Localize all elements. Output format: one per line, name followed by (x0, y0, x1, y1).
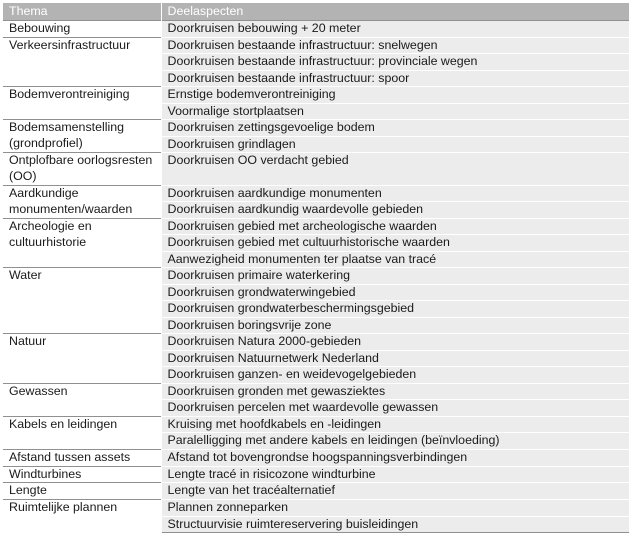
thema-cell: Lengte (3, 483, 161, 500)
thema-cell: Gewassen (3, 383, 161, 416)
table-row (3, 334, 629, 351)
deelaspect-cell: Doorkruisen gronden met gewasziektes (161, 383, 629, 400)
thema-cell: Afstand tussen assets (3, 449, 161, 466)
thema-cell: Ruimtelijke plannen (3, 500, 161, 533)
thema-cell: Ontplofbare oorlogsresten (OO) (3, 153, 161, 186)
deelaspect-cell: Afstand tot bovengrondse hoogspanningsverbindingen (161, 449, 629, 466)
deelaspect-cell: Doorkruisen ganzen- en weidevogelgebieden (161, 367, 629, 384)
deelaspect-cell: Doorkruisen grondwaterbeschermingsgebied (161, 301, 629, 318)
table-row (3, 483, 629, 500)
thema-cell: Bodemverontreiniging (3, 87, 161, 120)
thema-cell: Aardkundige monumenten/waarden (3, 185, 161, 218)
table-header-row (3, 3, 629, 21)
thema-cell: Archeologie en cultuurhistorie (3, 218, 161, 268)
deelaspect-cell: Doorkruisen aardkundig waardevolle gebieden (161, 202, 629, 219)
deelaspect-cell: Doorkruisen boringsvrije zone (161, 317, 629, 334)
thema-cell: Windturbines (3, 466, 161, 483)
deelaspect-cell: Doorkruisen grindlagen (161, 136, 629, 153)
deelaspect-cell: Doorkruisen bestaande infrastructuur: provinciale wegen (161, 54, 629, 71)
table-row (3, 383, 629, 400)
deelaspect-cell: Doorkruisen bestaande infrastructuur: spoor (161, 70, 629, 87)
table-row (3, 416, 629, 433)
thema-cell: Bodemsamenstelling (grondprofiel) (3, 120, 161, 153)
deelaspect-cell: Lengte tracé in risicozone windturbine (161, 466, 629, 483)
deelaspect-cell: Doorkruisen aardkundige monumenten (161, 185, 629, 202)
deelaspect-cell: Doorkruisen OO verdacht gebied (161, 153, 629, 186)
table-row (3, 268, 629, 285)
deelaspect-cell: Plannen zonneparken (161, 500, 629, 517)
table-body (3, 21, 629, 533)
table-row (3, 87, 629, 104)
deelaspect-cell: Doorkruisen bebouwing + 20 meter (161, 21, 629, 38)
thema-cell: Verkeersinfrastructuur (3, 37, 161, 87)
table-row (3, 21, 629, 38)
table-row (3, 185, 629, 202)
table-row (3, 218, 629, 235)
deelaspect-cell: Doorkruisen gebied met archeologische waarden (161, 218, 629, 235)
table-row (3, 153, 629, 186)
deelaspect-cell: Doorkruisen percelen met waardevolle gewassen (161, 400, 629, 417)
deelaspect-cell: Structuurvisie ruimtereservering buisleidingen (161, 516, 629, 533)
thema-cell: Bebouwing (3, 21, 161, 38)
deelaspect-cell: Doorkruisen gebied met cultuurhistorische waarden (161, 235, 629, 252)
deelaspect-cell: Doorkruisen Natura 2000-gebieden (161, 334, 629, 351)
deelaspect-cell: Doorkruisen Natuurnetwerk Nederland (161, 350, 629, 367)
table-row (3, 449, 629, 466)
thema-cell: Kabels en leidingen (3, 416, 161, 449)
deelaspect-cell: Doorkruisen primaire waterkering (161, 268, 629, 285)
deelaspect-cell: Kruising met hoofdkabels en -leidingen (161, 416, 629, 433)
deelaspect-cell: Aanwezigheid monumenten ter plaatse van tracé (161, 251, 629, 268)
table-row (3, 37, 629, 54)
deelaspect-cell: Ernstige bodemverontreiniging (161, 87, 629, 104)
table-row (3, 120, 629, 137)
deelaspect-cell: Doorkruisen bestaande infrastructuur: snelwegen (161, 37, 629, 54)
deelaspect-cell: Voormalige stortplaatsen (161, 103, 629, 120)
deelaspect-cell: Doorkruisen zettingsgevoelige bodem (161, 120, 629, 137)
deelaspect-cell: Lengte van het tracéalternatief (161, 483, 629, 500)
table-row (3, 466, 629, 483)
criteria-table (3, 3, 630, 533)
deelaspect-cell: Doorkruisen grondwaterwingebied (161, 284, 629, 301)
table-row (3, 500, 629, 517)
header-deelaspecten: Deelaspecten (161, 3, 629, 21)
deelaspect-cell: Paralelligging met andere kabels en leidingen (beïnvloeding) (161, 433, 629, 450)
thema-cell: Water (3, 268, 161, 334)
thema-cell: Natuur (3, 334, 161, 384)
header-thema: Thema (3, 3, 161, 21)
